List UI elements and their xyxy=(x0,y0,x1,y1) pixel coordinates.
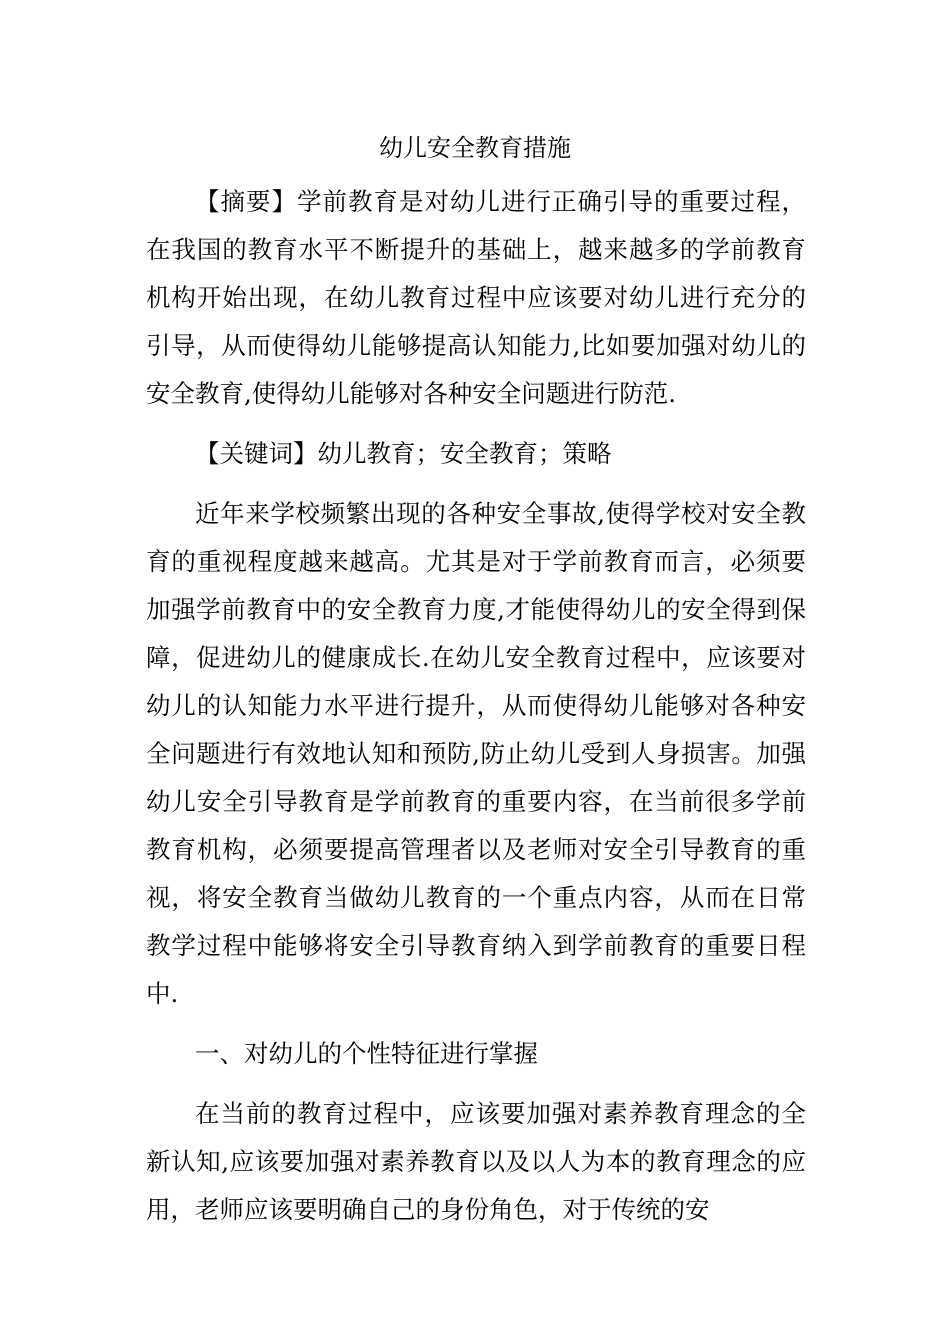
abstract-paragraph: 【摘要】学前教育是对幼儿进行正确引导的重要过程，在我国的教育水平不断提升的基础上，越来越多的学前教育机构开始出现，在幼儿教育过程中应该要对幼儿进行充分的引导，从而使得幼儿能够提高认知能力,比如要加强对幼儿的安全教育,使得幼儿能够对各种安全问题进行防范. xyxy=(146,187,806,408)
keywords-paragraph: 【关键词】幼儿教育；安全教育；策略 xyxy=(195,439,612,468)
section-paragraph: 在当前的教育过程中，应该要加强对素养教育理念的全新认知,应该要加强对素养教育以及以人为本的教育理念的应用，老师应该要明确自己的身份角色，对于传统的安 xyxy=(146,1099,806,1224)
section-heading: 一、对幼儿的个性特征进行掌握 xyxy=(195,1039,538,1068)
document-body xyxy=(146,178,806,1234)
intro-paragraph: 近年来学校频繁出现的各种安全事故,使得学校对安全教育的重视程度越来越高。尤其是对于学前教育而言，必须要加强学前教育中的安全教育力度,才能使得幼儿的安全得到保障，促进幼儿的健康成长.在幼儿安全教育过程中，应该要对幼儿的认知能力水平进行提升，从而使得幼儿能够对各种安全问题进行有效地认知和预防,防止幼儿受到人身损害。加强幼儿安全引导教育是学前教育的重要内容，在当前很多学前教育机构，必须要提高管理者以及老师对安全引导教育的重视，将安全教育当做幼儿教育的一个重点内容，从而在日常教学过程中能够将安全引导教育纳入到学前教育的重要日程中. xyxy=(146,499,806,1008)
document-title: 幼儿安全教育措施 xyxy=(379,134,571,162)
